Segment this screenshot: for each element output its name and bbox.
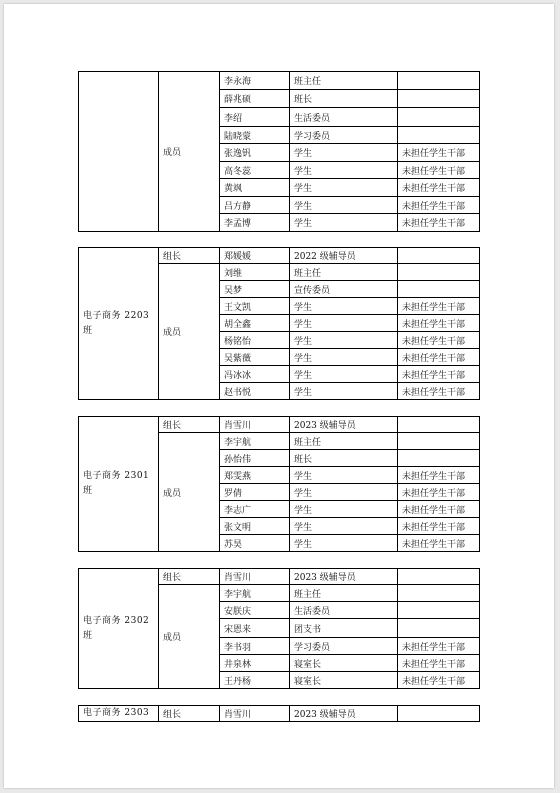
person-note: [398, 417, 480, 433]
group-table: [78, 705, 480, 722]
person-name: 郑媛媛: [220, 248, 290, 264]
person-name: 罗倩: [220, 484, 290, 501]
person-note: [398, 108, 480, 127]
person-name: 吕方静: [220, 197, 290, 214]
person-note: [398, 90, 480, 108]
person-note: [398, 264, 480, 281]
person-note: 未担任学生干部: [398, 672, 480, 689]
person-name: 孙怡伟: [220, 450, 290, 467]
class-name-line: 电子商务 2203: [83, 310, 150, 321]
leader-row: [79, 248, 480, 264]
person-name: 宋恩来: [220, 619, 290, 638]
person-name: 陆晓蒙: [220, 127, 290, 144]
person-note: 未担任学生干部: [398, 467, 480, 484]
person-role: 2023 级辅导员: [290, 569, 398, 585]
person-role: 学生: [290, 197, 398, 214]
person-role: 学生: [290, 467, 398, 484]
person-name: 肖雪川: [220, 569, 290, 585]
class-name-cell: [79, 417, 159, 552]
person-name: 李绍: [220, 108, 290, 127]
person-role: 学生: [290, 332, 398, 349]
person-role: 学生: [290, 484, 398, 501]
person-role: 生活委员: [290, 602, 398, 619]
person-name: 李书羽: [220, 638, 290, 655]
person-name: 吴紫薇: [220, 349, 290, 366]
person-note: 未担任学生干部: [398, 332, 480, 349]
person-name: 井泉林: [220, 655, 290, 672]
members-label: 成员: [159, 585, 220, 689]
person-note: 未担任学生干部: [398, 349, 480, 366]
person-note: 未担任学生干部: [398, 298, 480, 315]
person-name: 高冬蕊: [220, 162, 290, 179]
person-note: 未担任学生干部: [398, 315, 480, 332]
person-note: [398, 585, 480, 602]
person-role: 2023 级辅导员: [290, 706, 398, 722]
person-role: 班主任: [290, 585, 398, 602]
person-name: 李宇航: [220, 433, 290, 450]
leader-label: 组长: [159, 569, 220, 585]
person-note: 未担任学生干部: [398, 144, 480, 162]
person-note: 未担任学生干部: [398, 366, 480, 383]
person-name: 刘维: [220, 264, 290, 281]
members-label: 成员: [159, 72, 220, 232]
leader-row: [79, 569, 480, 585]
person-role: 2023 级辅导员: [290, 417, 398, 433]
person-role: 学生: [290, 518, 398, 535]
person-role: 学习委员: [290, 127, 398, 144]
person-note: 未担任学生干部: [398, 197, 480, 214]
person-role: 学生: [290, 383, 398, 400]
group-table: [78, 247, 480, 400]
person-role: 学生: [290, 366, 398, 383]
person-note: [398, 706, 480, 722]
person-name: 王丹杨: [220, 672, 290, 689]
person-note: [398, 602, 480, 619]
person-role: 学习委员: [290, 638, 398, 655]
member-row: [79, 72, 480, 90]
class-name-line: 班: [83, 325, 93, 336]
leader-label: 组长: [159, 706, 220, 722]
leader-label: 组长: [159, 417, 220, 433]
class-name-cell: [79, 72, 159, 232]
person-role: 寝室长: [290, 655, 398, 672]
group-table: [78, 416, 480, 552]
person-role: 团支书: [290, 619, 398, 638]
person-note: 未担任学生干部: [398, 484, 480, 501]
person-role: 生活委员: [290, 108, 398, 127]
leader-label: 组长: [159, 248, 220, 264]
person-role: 学生: [290, 179, 398, 197]
person-name: 李宇航: [220, 585, 290, 602]
person-note: 未担任学生干部: [398, 655, 480, 672]
person-name: 李永海: [220, 72, 290, 90]
person-role: 学生: [290, 214, 398, 232]
person-name: 安朕庆: [220, 602, 290, 619]
person-note: 未担任学生干部: [398, 214, 480, 232]
person-role: 班主任: [290, 264, 398, 281]
person-name: 黄飒: [220, 179, 290, 197]
person-note: [398, 450, 480, 467]
person-role: 学生: [290, 349, 398, 366]
person-note: [398, 569, 480, 585]
person-role: 学生: [290, 501, 398, 518]
person-role: 宣传委员: [290, 281, 398, 298]
person-role: 班主任: [290, 433, 398, 450]
person-note: 未担任学生干部: [398, 179, 480, 197]
person-name: 王文凯: [220, 298, 290, 315]
person-name: 郑雯燕: [220, 467, 290, 484]
person-role: 班主任: [290, 72, 398, 90]
person-note: 未担任学生干部: [398, 162, 480, 179]
group-table: [78, 71, 480, 232]
person-name: 李孟博: [220, 214, 290, 232]
members-label: 成员: [159, 264, 220, 400]
leader-row: [79, 706, 480, 722]
person-name: 肖雪川: [220, 706, 290, 722]
person-name: 赵书悦: [220, 383, 290, 400]
person-name: 胡全鑫: [220, 315, 290, 332]
person-note: [398, 72, 480, 90]
person-name: 吴梦: [220, 281, 290, 298]
person-role: 学生: [290, 535, 398, 552]
person-note: 未担任学生干部: [398, 638, 480, 655]
person-role: 学生: [290, 298, 398, 315]
person-note: [398, 433, 480, 450]
person-name: 李志广: [220, 501, 290, 518]
person-note: [398, 281, 480, 298]
class-name-cell: [79, 248, 159, 400]
person-role: 学生: [290, 144, 398, 162]
class-name-line: 班: [83, 630, 93, 641]
person-role: 2022 级辅导员: [290, 248, 398, 264]
person-note: [398, 248, 480, 264]
person-note: 未担任学生干部: [398, 535, 480, 552]
person-name: 苏昊: [220, 535, 290, 552]
person-note: 未担任学生干部: [398, 501, 480, 518]
person-role: 寝室长: [290, 672, 398, 689]
person-role: 学生: [290, 162, 398, 179]
person-note: 未担任学生干部: [398, 518, 480, 535]
person-name: 张文明: [220, 518, 290, 535]
class-name-cell: [79, 569, 159, 689]
person-note: 未担任学生干部: [398, 383, 480, 400]
person-role: 班长: [290, 90, 398, 108]
person-name: 张逸钒: [220, 144, 290, 162]
class-name-line: 电子商务 2303: [83, 708, 150, 718]
class-name-line: 电子商务 2302: [83, 615, 150, 626]
members-label: 成员: [159, 433, 220, 552]
person-note: [398, 127, 480, 144]
group-table: [78, 568, 480, 689]
class-name-cell: [79, 706, 159, 722]
person-name: 冯冰冰: [220, 366, 290, 383]
person-name: 薛兆硕: [220, 90, 290, 108]
leader-row: [79, 417, 480, 433]
class-name-line: 班: [83, 486, 93, 496]
person-note: [398, 619, 480, 638]
person-role: 班长: [290, 450, 398, 467]
person-name: 肖雪川: [220, 417, 290, 433]
class-name-line: 电子商务 2301: [83, 471, 150, 481]
person-role: 学生: [290, 315, 398, 332]
person-name: 杨铭怡: [220, 332, 290, 349]
